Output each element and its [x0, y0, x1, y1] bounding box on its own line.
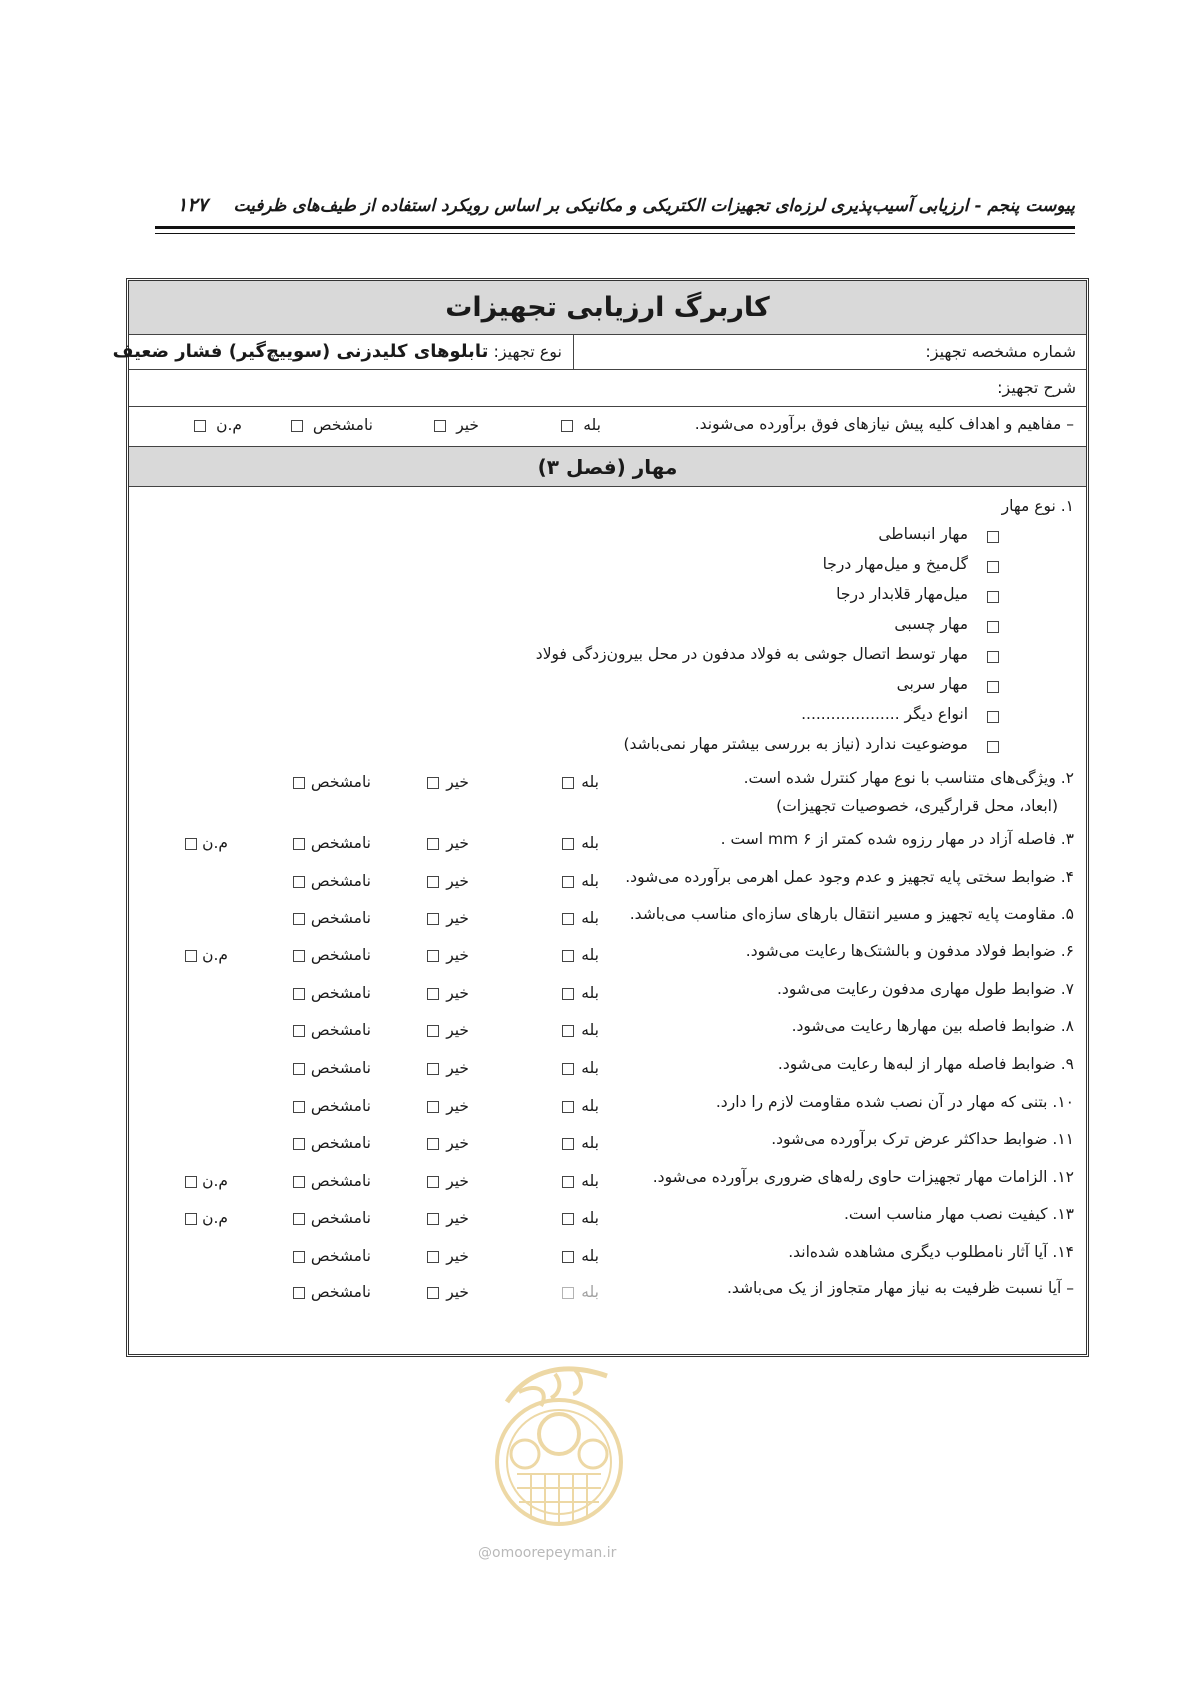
- checkbox[interactable]: [562, 988, 574, 1000]
- question-text: – آیا نسبت ظرفیت به نیاز مهار متجاوز از یک می‌باشد.: [726, 1279, 1074, 1297]
- anchor-type-checkbox[interactable]: [987, 711, 999, 723]
- yes-option[interactable]: [562, 872, 599, 890]
- unknown-option[interactable]: [293, 1059, 371, 1077]
- unknown-option-label: نامشخص: [310, 1097, 371, 1115]
- watermark-logo: [489, 1362, 629, 1538]
- checkbox[interactable]: [293, 1213, 305, 1225]
- no-option-label: خیر: [446, 1059, 469, 1077]
- page-header: [155, 192, 1075, 224]
- unknown-option-label: نامشخص: [310, 872, 371, 890]
- unknown-option[interactable]: [293, 773, 371, 791]
- checkbox[interactable]: [562, 876, 574, 888]
- checkbox[interactable]: [562, 1287, 574, 1299]
- yes-option[interactable]: [562, 1209, 599, 1227]
- unknown-option-label: نامشخص: [310, 1172, 371, 1190]
- checkbox[interactable]: [291, 420, 303, 432]
- unknown-option-label: نامشخص: [310, 1283, 371, 1301]
- checkbox[interactable]: [185, 950, 197, 962]
- checkbox[interactable]: [293, 1176, 305, 1188]
- no-option[interactable]: [427, 1134, 469, 1152]
- question-text: ۱۲. الزامات مهار تجهیزات حاوی رله‌های ضروری برآورده می‌شود.: [652, 1168, 1074, 1186]
- checkbox[interactable]: [293, 838, 305, 850]
- yes-option[interactable]: [562, 1059, 599, 1077]
- no-option-label: خیر: [446, 872, 469, 890]
- checkbox[interactable]: [562, 1251, 574, 1263]
- yes-option[interactable]: [562, 773, 599, 791]
- equipment-description-row[interactable]: [129, 370, 1086, 407]
- question-text: ۱۱. ضوابط حداکثر عرض ترک برآورده می‌شود.: [771, 1130, 1074, 1148]
- question-text: ۴. ضوابط سختی پایه تجهیز و عدم وجود عمل اهرمی برآورده می‌شود.: [625, 868, 1074, 886]
- no-option-label: خیر: [446, 773, 469, 791]
- na-option-label: م.ن: [202, 1172, 228, 1190]
- checkbox[interactable]: [185, 1176, 197, 1188]
- checkbox[interactable]: [427, 777, 439, 789]
- unknown-option-label: نامشخص: [310, 1021, 371, 1039]
- yes-option-label: بله: [581, 834, 599, 852]
- checkbox[interactable]: [293, 950, 305, 962]
- anchor-type-option: میل‌مهار قلابدار درجا: [836, 585, 968, 603]
- anchor-type-checkbox[interactable]: [987, 651, 999, 663]
- yes-option[interactable]: [562, 834, 599, 852]
- header-rule-thin: [155, 233, 1075, 234]
- na-option[interactable]: [185, 834, 228, 852]
- question-text: ۷. ضوابط طول مهاری مدفون رعایت می‌شود.: [777, 980, 1074, 998]
- checkbox[interactable]: [427, 1251, 439, 1263]
- question-text: ۹. ضوابط فاصله مهار از لبه‌ها رعایت می‌شود.: [777, 1055, 1074, 1073]
- no-option-label: خیر: [446, 909, 469, 927]
- unknown-option[interactable]: [293, 1097, 371, 1115]
- no-option[interactable]: [427, 1209, 469, 1227]
- no-option-label: خیر: [446, 946, 469, 964]
- no-option[interactable]: [427, 1097, 469, 1115]
- checkbox[interactable]: [427, 1176, 439, 1188]
- no-option[interactable]: [427, 909, 469, 927]
- na-option-label: م.ن: [202, 834, 228, 852]
- yes-option[interactable]: [562, 1097, 599, 1115]
- checkbox[interactable]: [562, 950, 574, 962]
- checkbox[interactable]: [562, 1063, 574, 1075]
- checkbox[interactable]: [562, 913, 574, 925]
- checkbox[interactable]: [434, 420, 446, 432]
- anchor-type-option: انواع دیگر ....................: [801, 705, 968, 723]
- na-option[interactable]: [185, 946, 228, 964]
- checkbox[interactable]: [427, 988, 439, 1000]
- anchor-type-option: موضوعیت ندارد (نیاز به بررسی بیشتر مهار نمی‌باشد): [623, 735, 968, 753]
- unknown-option-label: نامشخص: [312, 416, 373, 434]
- question-text: ۳. فاصله آزاد در مهار رزوه شده کمتر از ۶ mm است .: [720, 830, 1074, 848]
- anchor-type-checkbox[interactable]: [987, 681, 999, 693]
- yes-option-label: بله: [583, 416, 601, 434]
- unknown-option-label: نامشخص: [310, 946, 371, 964]
- no-option[interactable]: [427, 834, 469, 852]
- anchor-type-option: مهار چسبی: [894, 615, 968, 633]
- equipment-type-label: نوع تجهیز:: [493, 342, 562, 361]
- checkbox[interactable]: [427, 838, 439, 850]
- checkbox[interactable]: [293, 913, 305, 925]
- equipment-assessment-form: [112, 278, 1089, 1357]
- question-text: ۲. ویژگی‌های متناسب با نوع مهار کنترل شده است.: [743, 769, 1074, 787]
- no-option[interactable]: [427, 946, 469, 964]
- yes-option[interactable]: [562, 984, 599, 1002]
- no-option[interactable]: [427, 773, 469, 791]
- yes-option-label: بله: [581, 1209, 599, 1227]
- checkbox[interactable]: [293, 1138, 305, 1150]
- checkbox[interactable]: [427, 1101, 439, 1113]
- form-title: کاربرگ ارزیابی تجهیزات: [129, 281, 1086, 335]
- yes-option-label: بله: [581, 946, 599, 964]
- anchor-type-heading: ۱. نوع مهار: [1001, 497, 1074, 515]
- equipment-type-cell: [112, 335, 571, 369]
- checkbox[interactable]: [293, 777, 305, 789]
- yes-option-label: بله: [581, 1134, 599, 1152]
- anchor-type-checkbox[interactable]: [987, 621, 999, 633]
- equipment-type-value: تابلوهای کلیدزنی (سوییچ‌گیر) فشار ضعیف: [112, 341, 489, 362]
- yes-option[interactable]: [561, 416, 601, 434]
- yes-option-label: بله: [581, 984, 599, 1002]
- no-option[interactable]: [427, 1283, 469, 1301]
- checkbox[interactable]: [562, 838, 574, 850]
- yes-option-label: بله: [581, 1247, 599, 1265]
- na-option[interactable]: [194, 416, 242, 434]
- unknown-option-label: نامشخص: [310, 1209, 371, 1227]
- unknown-option[interactable]: [293, 984, 371, 1002]
- checkbox[interactable]: [427, 1287, 439, 1299]
- yes-option[interactable]: [562, 946, 599, 964]
- checkbox[interactable]: [185, 1213, 197, 1225]
- question-note: (ابعاد، محل قرارگیری، خصوصیات تجهیزات): [776, 797, 1058, 815]
- checkbox[interactable]: [293, 1101, 305, 1113]
- yes-option-label: بله: [581, 1283, 599, 1301]
- checkbox[interactable]: [293, 1287, 305, 1299]
- no-option-label: خیر: [446, 1097, 469, 1115]
- checkbox[interactable]: [293, 1251, 305, 1263]
- checkbox[interactable]: [562, 777, 574, 789]
- no-option-label: خیر: [446, 984, 469, 1002]
- unknown-option-label: نامشخص: [310, 909, 371, 927]
- na-option-label: م.ن: [202, 946, 228, 964]
- unknown-option[interactable]: [291, 416, 373, 434]
- yes-option-label: بله: [581, 1097, 599, 1115]
- id-type-row: [112, 335, 1086, 370]
- checkbox[interactable]: [562, 1213, 574, 1225]
- yes-option-label: بله: [581, 872, 599, 890]
- no-option-label: خیر: [446, 1283, 469, 1301]
- anchor-type-checkbox[interactable]: [987, 741, 999, 753]
- anchor-type-option: مهار سربی: [896, 675, 968, 693]
- checkbox[interactable]: [427, 876, 439, 888]
- checkbox[interactable]: [562, 1138, 574, 1150]
- na-option[interactable]: [185, 1209, 228, 1227]
- no-option[interactable]: [434, 416, 479, 434]
- checkbox[interactable]: [427, 1138, 439, 1150]
- unknown-option-label: نامشخص: [310, 834, 371, 852]
- checkbox[interactable]: [562, 1025, 574, 1037]
- unknown-option[interactable]: [293, 1209, 371, 1227]
- yes-option-label: بله: [581, 1059, 599, 1077]
- no-option-label: خیر: [446, 1172, 469, 1190]
- yes-option-label: بله: [581, 909, 599, 927]
- unknown-option[interactable]: [293, 834, 371, 852]
- no-option[interactable]: [427, 1059, 469, 1077]
- no-option-label: خیر: [446, 1209, 469, 1227]
- equipment-id-label: شماره مشخصه تجهیز:: [925, 342, 1076, 361]
- no-option-label: خیر: [446, 1134, 469, 1152]
- unknown-option-label: نامشخص: [310, 1059, 371, 1077]
- anchor-type-checkbox[interactable]: [987, 531, 999, 543]
- question-text: ۶. ضوابط فولاد مدفون و بالشتک‌ها رعایت می‌شود.: [745, 942, 1074, 960]
- yes-option-label: بله: [581, 773, 599, 791]
- unknown-option-label: نامشخص: [310, 984, 371, 1002]
- checkbox[interactable]: [427, 1213, 439, 1225]
- anchor-type-checkbox[interactable]: [987, 561, 999, 573]
- checkbox[interactable]: [561, 420, 573, 432]
- anchor-type-checkbox[interactable]: [987, 591, 999, 603]
- unknown-option-label: نامشخص: [310, 1134, 371, 1152]
- question-text: ۱۴. آیا آثار نامطلوب دیگری مشاهده شده‌اند.: [788, 1243, 1074, 1261]
- checkbox[interactable]: [562, 1101, 574, 1113]
- no-option[interactable]: [427, 872, 469, 890]
- checkbox[interactable]: [427, 950, 439, 962]
- prerequisite-text: – مفاهیم و اهداف کلیه پیش نیازهای فوق برآورده می‌شوند.: [694, 415, 1074, 433]
- checkbox[interactable]: [293, 988, 305, 1000]
- no-option[interactable]: [427, 1247, 469, 1265]
- checkbox[interactable]: [427, 1063, 439, 1075]
- yes-option-label: بله: [581, 1021, 599, 1039]
- unknown-option[interactable]: [293, 946, 371, 964]
- unknown-option[interactable]: [293, 1247, 371, 1265]
- yes-option[interactable]: [562, 1021, 599, 1039]
- checkbox[interactable]: [293, 1025, 305, 1037]
- na-option-label: م.ن: [216, 416, 242, 434]
- unknown-option[interactable]: [293, 1134, 371, 1152]
- na-option[interactable]: [185, 1172, 228, 1190]
- question-text: ۵. مقاومت پایه تجهیز و مسیر انتقال بارهای سازه‌ای مناسب می‌باشد.: [629, 905, 1074, 923]
- yes-option[interactable]: [562, 1172, 599, 1190]
- no-option[interactable]: [427, 984, 469, 1002]
- na-option-label: م.ن: [202, 1209, 228, 1227]
- no-option-label: خیر: [446, 1247, 469, 1265]
- unknown-option-label: نامشخص: [310, 1247, 371, 1265]
- question-text: ۱۳. کیفیت نصب مهار مناسب است.: [844, 1205, 1074, 1223]
- yes-option-label: بله: [581, 1172, 599, 1190]
- no-option-label: خیر: [446, 1021, 469, 1039]
- header-rule: [155, 226, 1075, 229]
- no-option-label: خیر: [456, 416, 479, 434]
- yes-option[interactable]: [562, 1247, 599, 1265]
- checkbox[interactable]: [185, 838, 197, 850]
- anchor-type-option: گل‌میخ و میل‌مهار درجا: [822, 555, 968, 573]
- anchor-type-option: مهار انبساطی: [878, 525, 968, 543]
- unknown-option[interactable]: [293, 1021, 371, 1039]
- checkbox[interactable]: [293, 1063, 305, 1075]
- checkbox[interactable]: [427, 1025, 439, 1037]
- unknown-option[interactable]: [293, 1172, 371, 1190]
- anchor-type-option: مهار توسط اتصال جوشی به فولاد مدفون در محل بیرون‌زدگی فولاد: [535, 645, 968, 663]
- question-text: ۸. ضوابط فاصله بین مهارها رعایت می‌شود.: [791, 1017, 1074, 1035]
- checkbox[interactable]: [293, 876, 305, 888]
- question-text: ۱۰. بتنی که مهار در آن نصب شده مقاومت لازم را دارد.: [715, 1093, 1074, 1111]
- running-header-title: پیوست پنجم - ارزیابی آسیب‌پذیری لرزه‌ای تجهیزات الکتریکی و مکانیکی بر اساس رویکرد استفاده از طیف‌های ظرفیت: [233, 196, 1075, 216]
- yes-option[interactable]: [562, 1283, 599, 1301]
- watermark-url: @omoorepeyman.ir: [478, 1545, 617, 1561]
- checkbox[interactable]: [427, 913, 439, 925]
- equipment-id-cell[interactable]: [573, 335, 1086, 369]
- unknown-option[interactable]: [293, 1283, 371, 1301]
- unknown-option[interactable]: [293, 909, 371, 927]
- no-option-label: خیر: [446, 834, 469, 852]
- anchorage-checklist: [129, 487, 1086, 1354]
- checkbox[interactable]: [194, 420, 206, 432]
- unknown-option-label: نامشخص: [310, 773, 371, 791]
- no-option[interactable]: [427, 1021, 469, 1039]
- section-title: مهار (فصل ۳): [129, 447, 1086, 487]
- checkbox[interactable]: [562, 1176, 574, 1188]
- yes-option[interactable]: [562, 1134, 599, 1152]
- prerequisite-row: [129, 407, 1086, 447]
- yes-option[interactable]: [562, 909, 599, 927]
- unknown-option[interactable]: [293, 872, 371, 890]
- no-option[interactable]: [427, 1172, 469, 1190]
- equipment-description-label: شرح تجهیز:: [997, 378, 1076, 397]
- page-number: ۱۲۷: [177, 194, 208, 216]
